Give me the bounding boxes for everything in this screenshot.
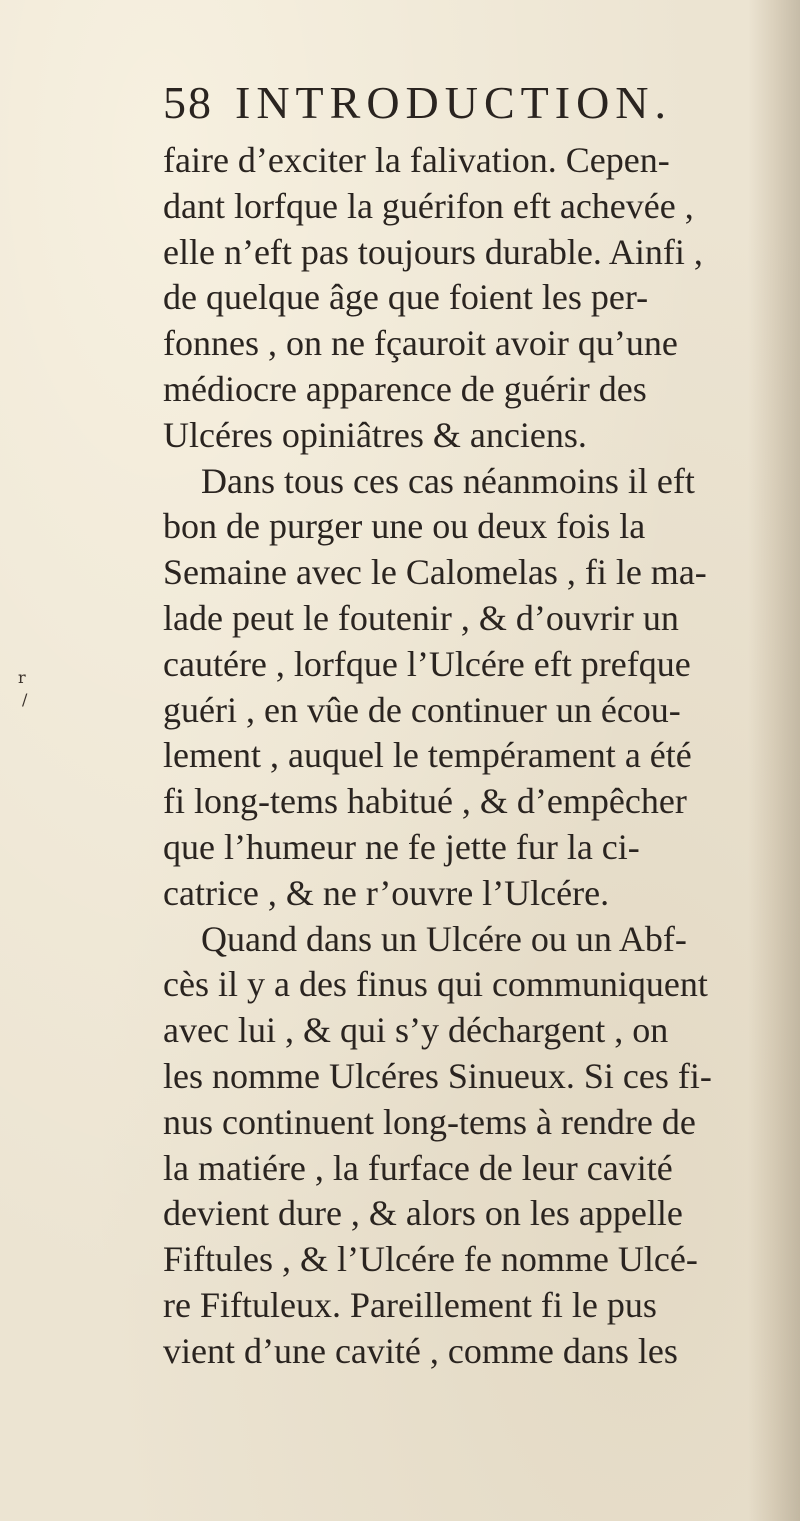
- text-line: vient d’une cavité , comme dans les: [163, 1330, 678, 1371]
- text-line: de quelque âge que foient les per-: [163, 277, 649, 318]
- running-title: INTRODUCTION.: [235, 77, 673, 128]
- text-line: médiocre apparence de guérir des: [163, 368, 647, 409]
- text-line: faire d’exciter la falivation. Cepen-: [163, 140, 670, 180]
- text-line: devient dure , & alors on les appelle: [163, 1193, 683, 1234]
- text-line: catrice , & ne r’ouvre l’Ulcére.: [163, 872, 610, 913]
- text-line: lement , auquel le tempérament a été: [163, 735, 692, 776]
- text-line: dant lorfque la guérifon eft achevée ,: [163, 185, 694, 226]
- text-line: re Fiftuleux. Pareillement fi le pus: [163, 1284, 657, 1325]
- text-line: elle n’eft pas toujours durable. Ainfi ,: [163, 231, 703, 272]
- body-text: [163, 138, 785, 1375]
- text-line: que l’humeur ne fe jette fur la ci-: [163, 826, 640, 867]
- text-line: Fiftules , & l’Ulcére fe nomme Ulcé-: [163, 1239, 698, 1280]
- text-line: fonnes , on ne fçauroit avoir qu’une: [163, 323, 678, 364]
- margin-mark: /: [22, 690, 28, 709]
- text-line: la matiére , la furface de leur cavité: [163, 1147, 673, 1188]
- page-number: 58: [163, 77, 213, 128]
- text-line: cès il y a des finus qui communiquent: [163, 964, 708, 1005]
- text-line: fi long-tems habitué , & d’empêcher: [163, 781, 687, 822]
- paragraph-start-line: Quand dans un Ulcére ou un Abf-: [201, 918, 687, 959]
- text-line: avec lui , & qui s’y déchargent , on: [163, 1010, 669, 1051]
- text-line: guéri , en vûe de continuer un écou-: [163, 689, 681, 730]
- text-line: cautére , lorfque l’Ulcére eft prefque: [163, 643, 691, 684]
- paragraph-start-line: Dans tous ces cas néanmoins il eft: [201, 460, 695, 501]
- text-line: lade peut le foutenir , & d’ouvrir un: [163, 597, 679, 638]
- text-line: Ulcéres opiniâtres & anciens.: [163, 414, 587, 455]
- page-header: [163, 76, 763, 138]
- text-line: Semaine avec le Calomelas , fi le ma-: [163, 552, 707, 593]
- margin-mark: r: [18, 668, 26, 687]
- text-line: bon de purger une ou deux fois la: [163, 506, 646, 547]
- text-line: nus continuent long-tems à rendre de: [163, 1101, 696, 1142]
- text-line: les nomme Ulcéres Sinueux. Si ces fi-: [163, 1055, 712, 1096]
